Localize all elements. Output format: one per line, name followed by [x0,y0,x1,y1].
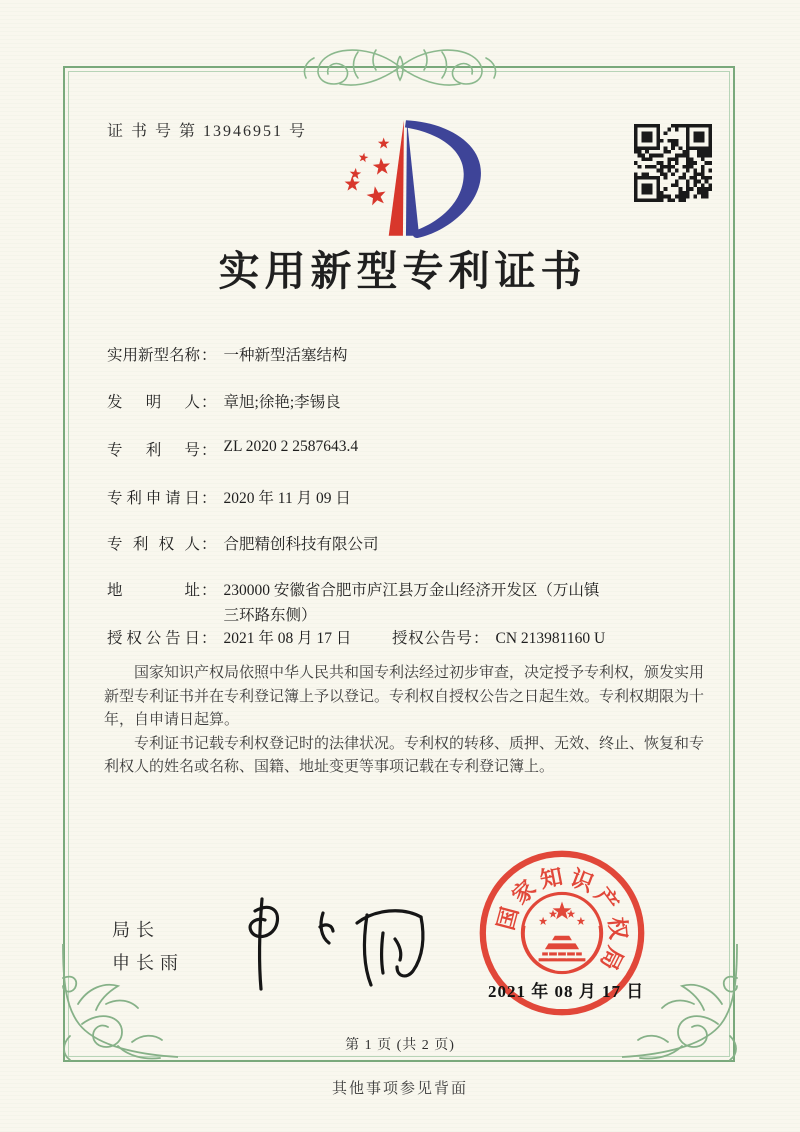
field-label: 实用新型名称 [107,347,201,364]
logo-stars-icon [345,137,390,205]
field-colon: ： [201,490,217,507]
qr-code [634,124,712,202]
address-line-1: 230000 安徽省合肥市庐江县万金山经济开发区（万山镇 [223,582,600,599]
field-colon: ： [201,536,217,553]
logo-red-wedge [389,120,404,236]
field-row-grant-no [392,626,605,648]
field-colon: ： [201,442,217,459]
cnipa-logo [333,110,485,242]
field-value [224,578,600,628]
field-row-grant-date [107,626,351,648]
address-line-2: 三环路东侧） [223,607,317,624]
body-paragraph-2: 专利证书记载专利权登记时的法律状况。专利权的转移、质押、无效、终止、恢复和专利权人的姓名或名称、国籍、地址变更等事项记载在专利登记簿上。 [104,735,705,775]
certificate-title: 实用新型专利证书 [218,248,587,294]
field-colon: ： [201,394,217,411]
field-colon: ： [201,347,217,364]
svg-text:产: 产 [589,882,624,916]
legal-body-text [104,662,704,780]
logo-blue-wedge [406,120,419,236]
field-value: 章旭;徐艳;李锡良 [223,394,341,411]
svg-text:权: 权 [604,915,632,941]
svg-text:国: 国 [493,904,524,933]
field-label: 地址 [107,582,200,599]
field-row-patentee [107,532,379,554]
svg-text:局: 局 [595,942,628,974]
page-number: 第 1 页 (共 2 页) [345,1038,455,1053]
svg-text:识: 识 [566,865,597,897]
field-value: ZL 2020 2 2587643.4 [223,438,359,455]
body-paragraph-1: 国家知识产权局依照中华人民共和国专利法经过初步审查，决定授予专利权，颁发实用新型专利证书并在专利登记簿上予以登记。专利权自授权公告之日起生效。专利权期限为十年，自申请日起算。 [104,665,705,728]
field-colon: ： [201,630,217,647]
field-label: 专利号 [107,442,200,459]
field-label: 授权公告号 [392,630,472,647]
certificate-number: 证 书 号 第 13946951 号 [107,123,308,140]
seal-ring-text [493,864,632,974]
field-label: 专利申请日 [107,490,200,507]
seal-date: 2021 年 08 月 17 日 [488,982,645,1001]
field-row-address [107,578,599,628]
officer-title: 局长 [112,920,160,940]
field-value: 2021 年 08 月 17 日 [223,630,352,647]
field-row-type-name [107,343,348,365]
field-row-inventor [107,390,341,412]
field-row-filing-date [107,486,351,508]
field-value: 2020 年 11 月 09 日 [223,490,351,507]
field-value: 合肥精创科技有限公司 [223,536,379,553]
field-colon: ： [201,582,217,599]
field-label: 专利权人 [107,536,200,553]
national-emblem [522,893,601,972]
officer-name: 申长雨 [112,953,184,973]
top-scroll-ornament [248,44,552,98]
field-label: 授权公告日 [107,630,200,647]
signature-image [225,893,435,993]
field-value: CN 213981160 U [495,630,606,647]
svg-text:家: 家 [507,875,541,910]
field-value: 一种新型活塞结构 [223,347,348,364]
field-row-patent-no [107,438,358,460]
back-side-note: 其他事项参见背面 [331,1081,468,1097]
svg-text:知: 知 [537,863,565,893]
field-label: 发明人 [107,394,200,411]
field-colon: ： [473,630,489,647]
